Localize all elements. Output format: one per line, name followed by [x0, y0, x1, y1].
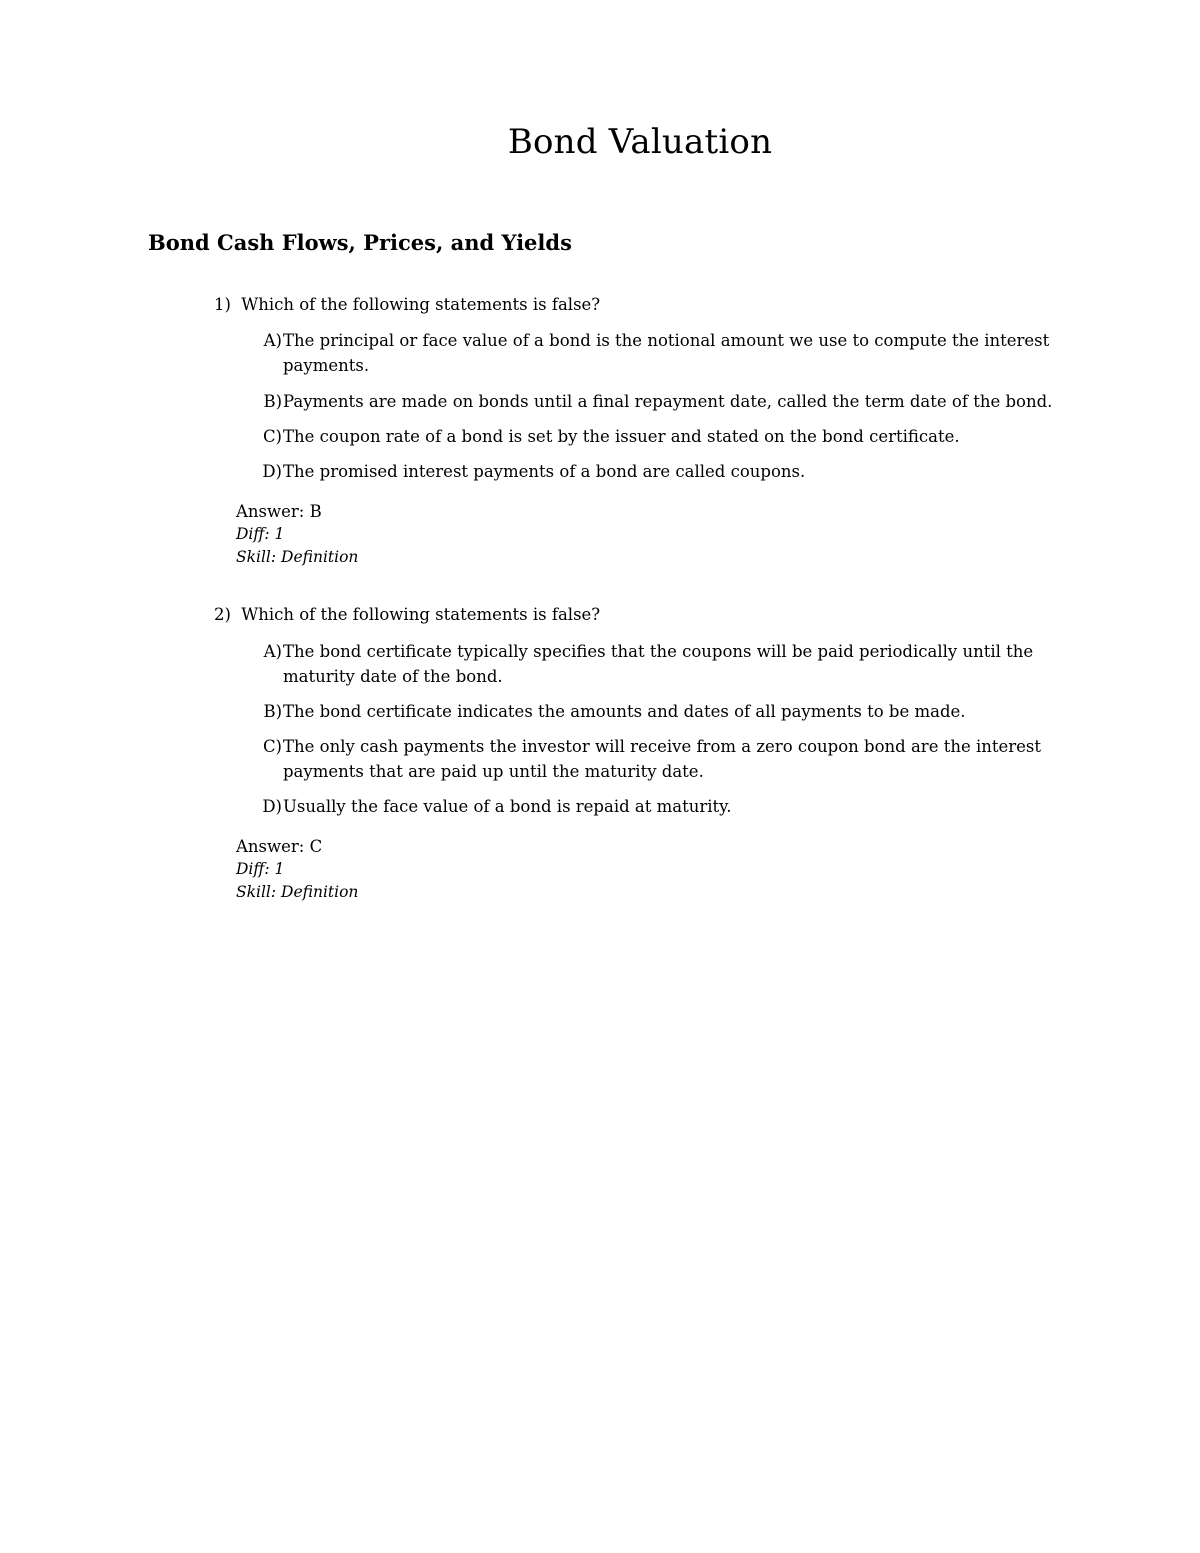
option-letter: C): [262, 737, 282, 756]
difficulty-line: Diff: 1: [236, 525, 285, 543]
option-text: The only cash payments the investor will receive from a zero coupon bond are the interest payments that are paid up until the maturity date.: [283, 737, 1042, 781]
option-letter: D): [262, 462, 282, 481]
option-text: The bond certificate typically specifies that the coupons will be paid periodically until the maturity date of the bond.: [283, 642, 1034, 686]
question-text: Which of the following statements is false?: [241, 295, 601, 314]
answer-line: Answer: C: [236, 837, 323, 856]
option-letter: C): [262, 427, 282, 446]
page-title: Bond Valuation: [507, 122, 773, 162]
option-text: The coupon rate of a bond is set by the issuer and stated on the bond certificate.: [283, 427, 960, 446]
option-c: [254, 734, 1074, 784]
answer-line: Answer: B: [236, 502, 322, 521]
difficulty-line: Diff: 1: [236, 860, 285, 878]
question-number: 2): [214, 605, 231, 624]
question-text: Which of the following statements is false?: [241, 605, 601, 624]
question-number: 1): [214, 295, 231, 314]
option-letter: B): [263, 392, 282, 411]
option-a: [254, 328, 1074, 378]
option-letter: A): [263, 642, 282, 661]
option-b: [254, 389, 1074, 414]
option-a: [254, 639, 1074, 689]
option-text: The principal or face value of a bond is the notional amount we use to compute the interest payments.: [283, 331, 1050, 375]
question-stem: [214, 293, 600, 317]
question-stem: [214, 603, 600, 627]
option-d: [254, 459, 1074, 484]
option-d: [254, 794, 1074, 819]
option-c: [254, 424, 1074, 449]
option-text: The promised interest payments of a bond are called coupons.: [283, 462, 806, 481]
option-letter: A): [263, 331, 282, 350]
skill-line: Skill: Definition: [236, 548, 359, 566]
option-text: Payments are made on bonds until a final repayment date, called the term date of the bond.: [283, 392, 1053, 411]
option-letter: D): [262, 797, 282, 816]
option-b: [254, 699, 1074, 724]
section-heading: Bond Cash Flows, Prices, and Yields: [148, 230, 572, 255]
option-text: The bond certificate indicates the amounts and dates of all payments to be made.: [283, 702, 966, 721]
skill-line: Skill: Definition: [236, 883, 359, 901]
option-letter: B): [263, 702, 282, 721]
option-text: Usually the face value of a bond is repaid at maturity.: [283, 797, 732, 816]
